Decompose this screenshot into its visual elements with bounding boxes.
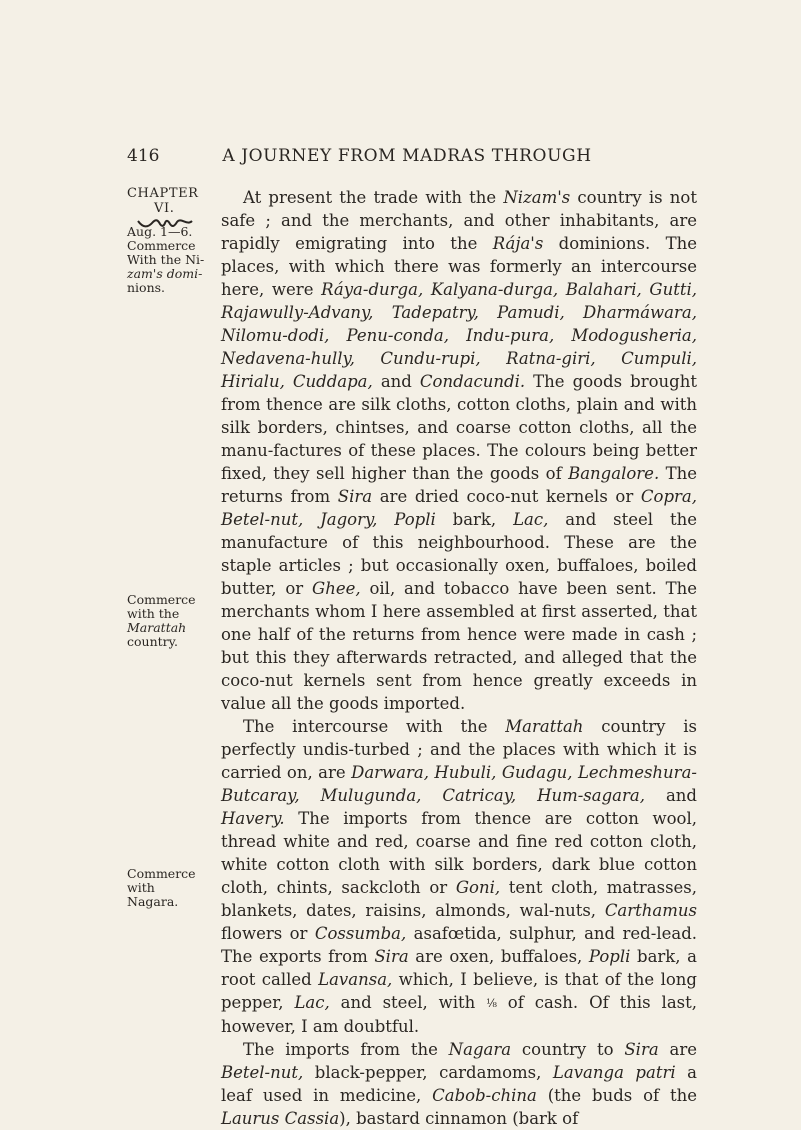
italic-term: Ghee,	[312, 579, 361, 598]
text-run: and	[372, 372, 420, 391]
italic-term: Rája's	[492, 234, 544, 253]
text-run: The goods brought from thence are silk cloths, cotton cloths, plain and with silk borders, chintses, and coarse cotton cloths, all the manu-factures of these places. The colours being better fixed, they sell higher than the goods of	[221, 372, 697, 483]
text-run: The imports from thence are cotton wool, thread white and red, coarse and fine red cotton cloth, white cotton cloth with silk borders, dark blue cotton cloth, chints, sackcloth or	[221, 809, 697, 897]
italic-term: Sira	[374, 947, 409, 966]
text-run: are oxen, buffaloes,	[408, 947, 589, 966]
text-run: country is not safe ; and the merchants, and other inhabitants, are rapidly emigrating into the	[221, 188, 697, 253]
italic-term: Nagara	[448, 1040, 512, 1059]
sidenote-marattah	[127, 593, 209, 649]
italic-term: Betel-nut,	[221, 1063, 304, 1082]
page-number: 416	[127, 146, 160, 166]
text-run: and steel, with	[329, 993, 487, 1012]
paragraph-nagara-trade	[221, 1038, 697, 1130]
text-run: ), bastard cinnamon (bark of	[339, 1109, 579, 1128]
italic-term: Carthamus	[604, 901, 697, 920]
text-run: a leaf used in medicine,	[221, 1063, 697, 1105]
text-run: The returns from	[221, 464, 697, 506]
italic-term: Sira	[624, 1040, 659, 1059]
italic-term: Lavanga patri	[552, 1063, 676, 1082]
sidenote-line: Commerce	[127, 592, 196, 607]
italic-term: Goni,	[455, 878, 501, 897]
text-run: are dried coco-nut kernels or	[372, 487, 641, 506]
italic-term: Sira	[337, 487, 373, 506]
italic-term: Laurus Cassia	[221, 1109, 340, 1128]
page-header	[127, 146, 687, 172]
text-run: The imports from the	[243, 1040, 449, 1059]
italic-term: Darwara, Hubuli, Gudagu, Lechmeshura-Butcaray, Mulugunda, Catricay, Hum-sagara,	[221, 763, 697, 805]
sidenote-line: country.	[127, 634, 179, 649]
sidenote-line: Commerce	[127, 238, 196, 253]
sidenote-line: Commerce	[127, 866, 196, 881]
text-run: tent cloth, matrasses, blankets, dates, raisins, almonds, wal-nuts,	[221, 878, 698, 920]
text-run: country to	[511, 1040, 625, 1059]
text-run: bark,	[435, 510, 514, 529]
paragraph-marattah-trade	[221, 715, 697, 1038]
text-run: (the buds of the	[536, 1086, 697, 1105]
italic-term: Popli	[588, 947, 631, 966]
text-run: country is perfectly undis-turbed ; and the places with which it is carried on, are	[221, 717, 697, 782]
text-run: The intercourse with the	[243, 717, 506, 736]
italic-term: Havery.	[221, 809, 285, 828]
italic-term: Bangalore.	[568, 464, 660, 483]
sidenote-line: with the	[127, 606, 180, 621]
italic-term: Nizam's	[503, 188, 571, 207]
chapter-label: CHAPTER	[127, 186, 199, 201]
sidenote-nizam	[127, 225, 209, 295]
body-text	[221, 186, 697, 1130]
italic-term: Cossumba,	[314, 924, 407, 943]
text-run: which, I believe, is that of the long pepper,	[221, 970, 697, 1012]
italic-term: Copra, Betel-nut, Jagory, Popli	[221, 487, 697, 529]
italic-term: Marattah	[505, 717, 584, 736]
sidenote-line: With the Ni-	[127, 252, 205, 267]
text-run: are	[658, 1040, 697, 1059]
running-head: A JOURNEY FROM MADRAS THROUGH	[222, 146, 592, 166]
chapter-number: VI.	[154, 201, 175, 216]
italic-term: Ráya-durga, Kalyana-durga, Balahari, Gutti, Rajawully-Advany, Tadepatry, Pamudi, Dharmáwara, Nilomu-dodi, Penu-conda, Indu-pura, Modogusheria, Nedavena-hully, Cundu-rupi, Ratna-giri, Cumpuli, Hirialu, Cuddapa,	[221, 280, 697, 391]
italic-term: Lac,	[294, 993, 330, 1012]
text-run: black-pepper, cardamoms,	[303, 1063, 553, 1082]
text-run: and steel the manufacture of this neighbourhood. These are the staple articles ; but occasionally oxen, buffaloes, boiled butter, or	[221, 510, 697, 598]
text-run: flowers or	[221, 924, 315, 943]
sidenote-line: Marattah	[127, 620, 187, 635]
italic-term: Cabob-china	[432, 1086, 537, 1105]
text-run: and	[644, 786, 697, 805]
sidenote-nagara	[127, 867, 209, 909]
italic-term: Lavansa,	[318, 970, 393, 989]
italic-term: Lac,	[513, 510, 549, 529]
text-run: asafœtida, sulphur, and red-lead. The exports from	[221, 924, 697, 966]
text-run: of cash. Of this last, however, I am doubtful.	[221, 993, 697, 1036]
fraction: ⅛	[486, 997, 497, 1010]
paragraph-nizam-trade	[221, 186, 697, 715]
text-run: dominions. The places, with which there was formerly an intercourse here, were	[221, 234, 697, 299]
sidenote-date: Aug. 1—6.	[127, 224, 193, 239]
sidenote-line: zam's domi-	[127, 266, 203, 281]
text-run: oil, and tobacco have been sent. The merchants whom I here assembled at first asserted, that one half of the returns from hence were made in cash ; but this they afterwards retracted, and alleged that the coco-nut kernels sent from hence greatly exceeds in value all the goods imported.	[221, 579, 697, 713]
sidenote-line: nions.	[127, 280, 166, 295]
text-run: At present the trade with the	[243, 188, 504, 207]
italic-term: Condacundi.	[419, 372, 526, 391]
sidenote-line: with Nagara.	[127, 880, 179, 909]
text-run: bark, a root called	[221, 947, 697, 989]
